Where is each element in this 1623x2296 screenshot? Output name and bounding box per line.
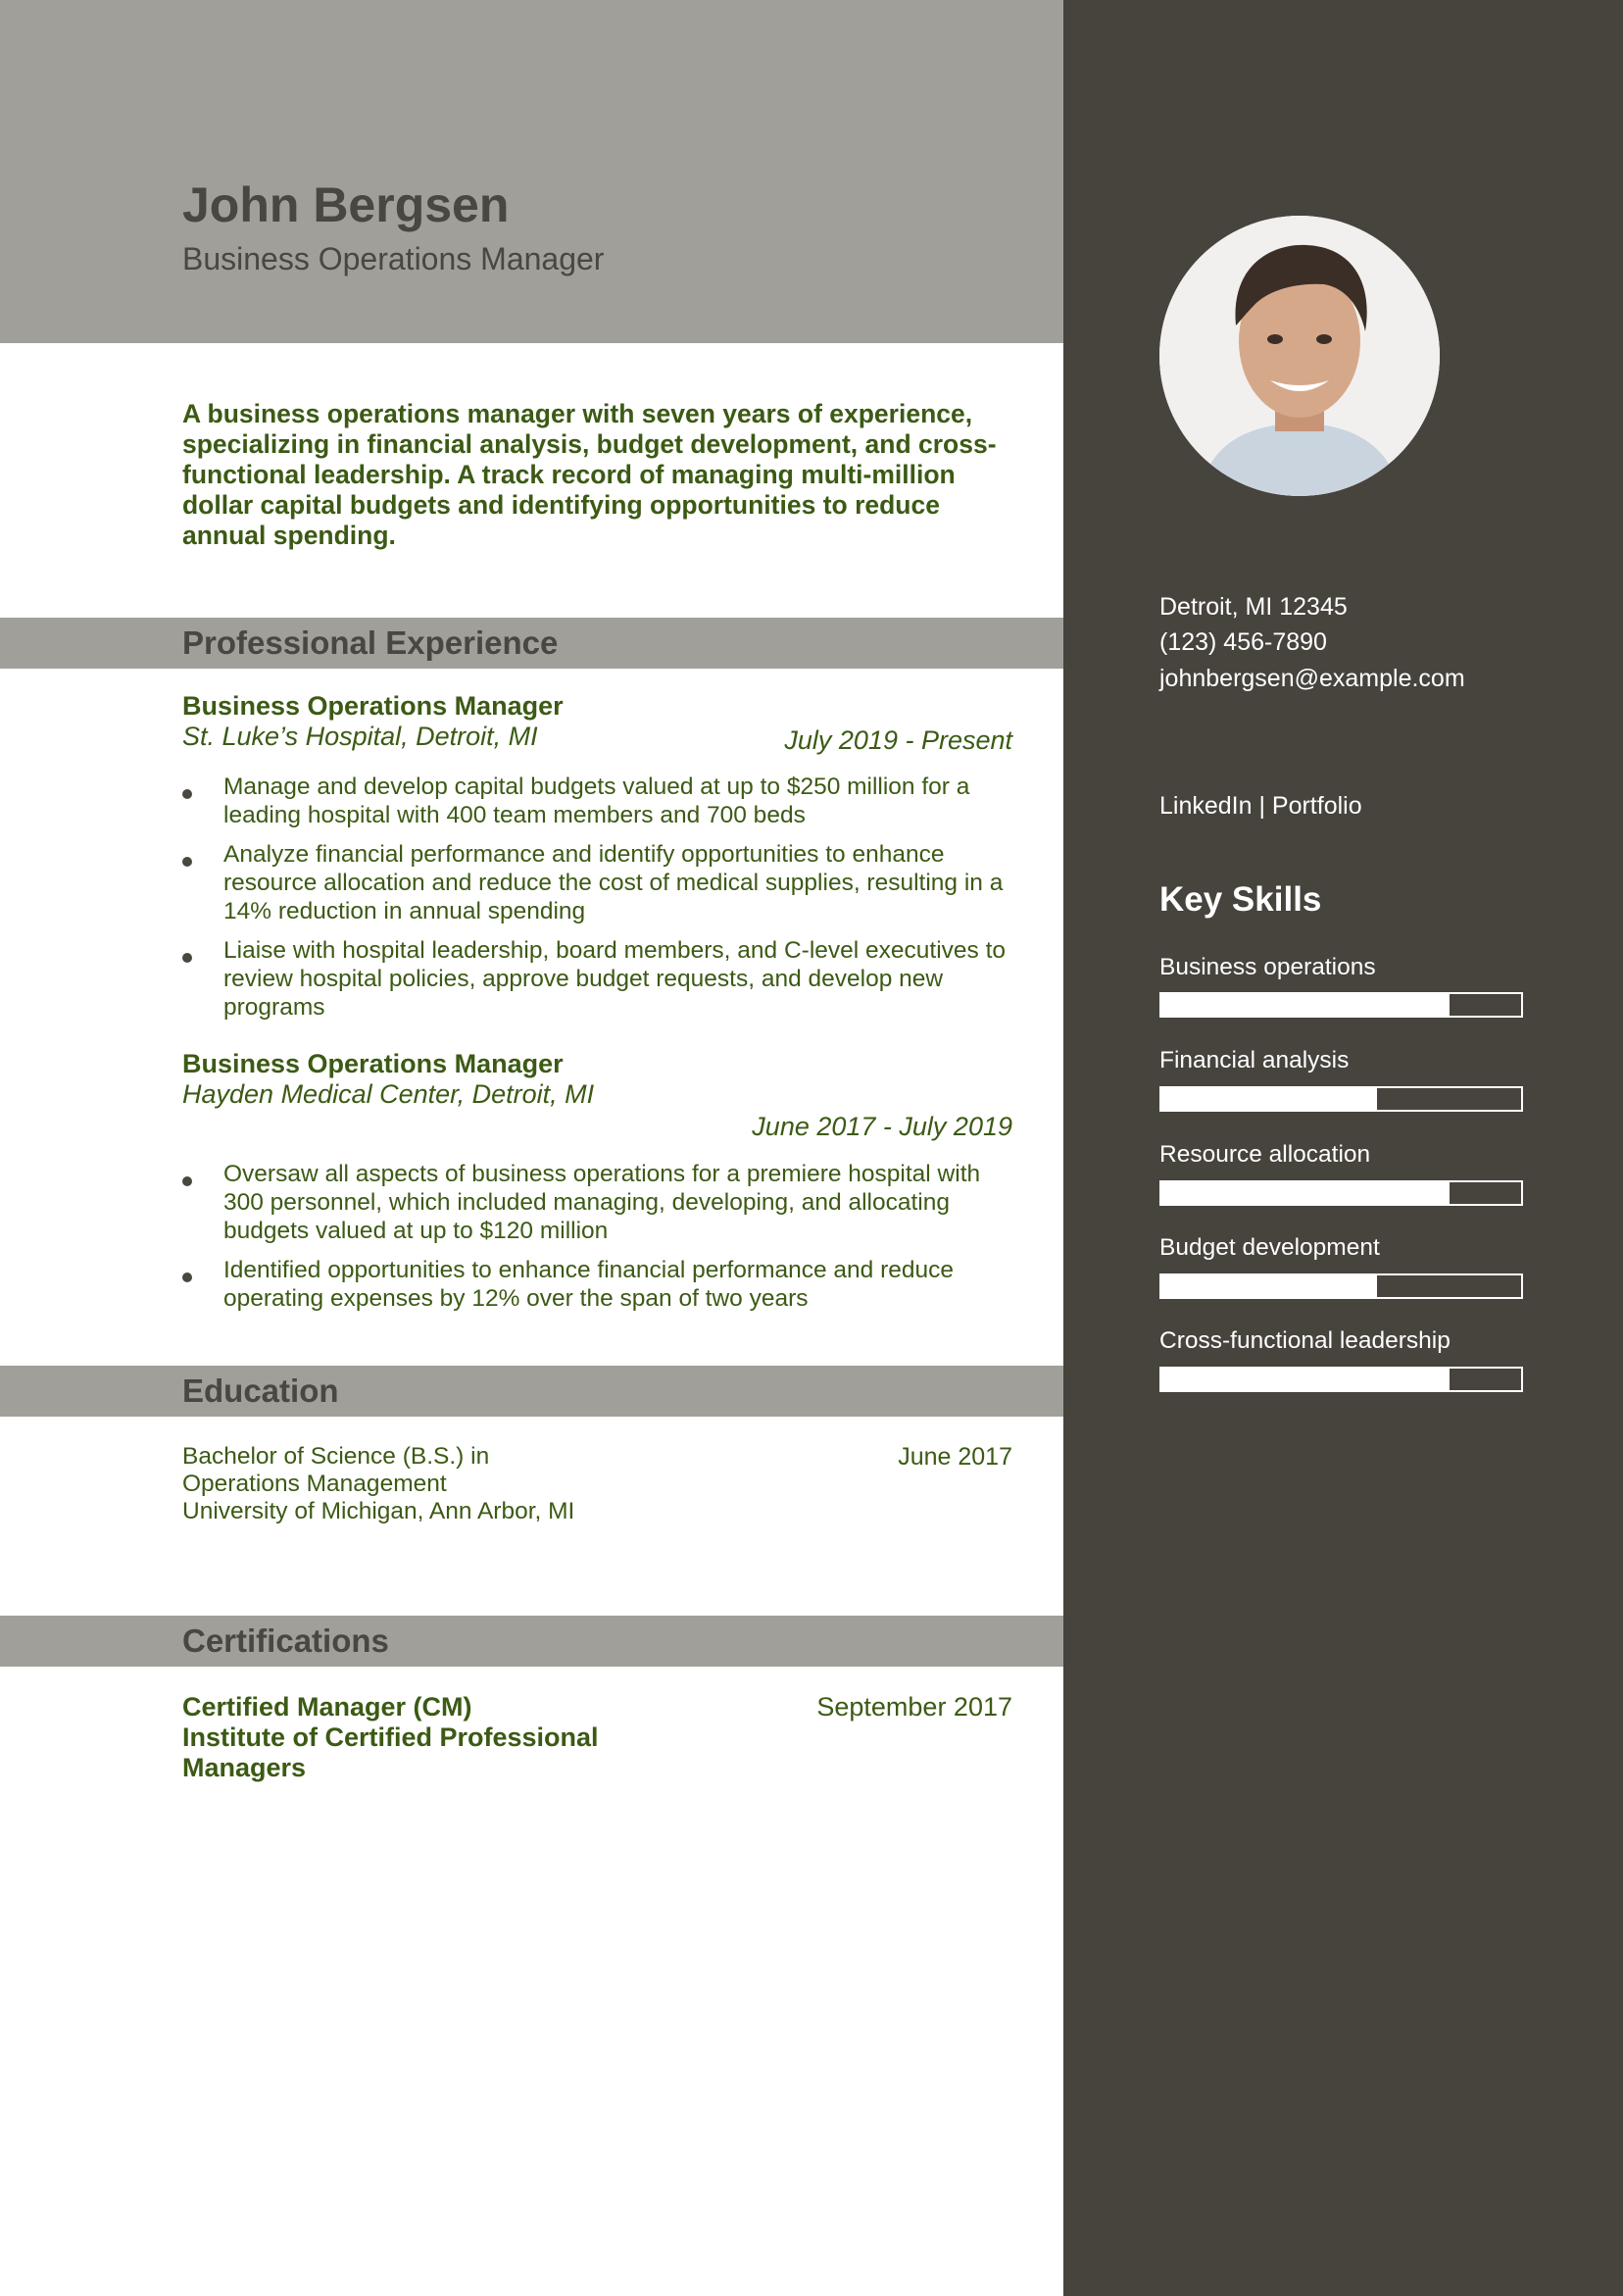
list-item	[182, 936, 1025, 1022]
job-date: July 2019 - Present	[784, 725, 1012, 755]
bullet-dot-icon	[182, 953, 192, 963]
skill-bar	[1159, 992, 1523, 1018]
avatar	[1159, 216, 1440, 496]
candidate-name: John Bergsen	[182, 177, 510, 232]
section-experience	[0, 618, 1063, 669]
education-date: June 2017	[898, 1443, 1012, 1471]
list-item	[182, 1160, 1025, 1245]
education-details	[182, 1443, 594, 1525]
certification-issuer: Institute of Certified Professional Managers	[182, 1722, 599, 1782]
section-education	[0, 1366, 1063, 1417]
skill-fill	[1161, 1275, 1377, 1297]
avatar-photo-icon	[1159, 216, 1440, 496]
job-org: St. Luke’s Hospital, Detroit, MI	[182, 722, 538, 751]
skill-fill	[1161, 1369, 1450, 1390]
contact-phone: (123) 456-7890	[1159, 628, 1327, 656]
list-item	[182, 773, 1025, 829]
job-bullets	[182, 1160, 1025, 1323]
education-school: University of Michigan, Ann Arbor, MI	[182, 1498, 575, 1524]
candidate-role: Business Operations Manager	[182, 241, 605, 276]
skill-label: Cross-functional leadership	[1159, 1327, 1451, 1354]
job-title: Business Operations Manager	[182, 691, 564, 721]
bullet-dot-icon	[182, 1176, 192, 1186]
certification-details	[182, 1692, 643, 1783]
skill-bar	[1159, 1180, 1523, 1206]
skill-fill	[1161, 1182, 1450, 1204]
bullet-dot-icon	[182, 789, 192, 799]
certification-date: September 2017	[816, 1692, 1012, 1722]
skill-bar	[1159, 1273, 1523, 1299]
skill-label: Resource allocation	[1159, 1141, 1371, 1168]
skill-label: Financial analysis	[1159, 1047, 1350, 1073]
skill-fill	[1161, 1088, 1377, 1110]
job-bullets	[182, 773, 1025, 1032]
bullet-text: Oversaw all aspects of business operations for a premiere hospital with 300 personnel, which included managing, developing, and allocating budgets valued at up to $120 million	[223, 1161, 981, 1244]
bullet-dot-icon	[182, 1273, 192, 1282]
job-org: Hayden Medical Center, Detroit, MI	[182, 1079, 595, 1109]
sidebar	[1063, 0, 1623, 2296]
job-title: Business Operations Manager	[182, 1049, 564, 1078]
section-title-certifications: Certifications	[182, 1622, 389, 1659]
section-title-education: Education	[182, 1373, 339, 1409]
skill-fill	[1161, 994, 1450, 1016]
bullet-text: Manage and develop capital budgets valued at up to $250 million for a leading hospital with 400 team members and 700 beds	[223, 774, 970, 828]
education-degree: Bachelor of Science (B.S.) in Operations Management	[182, 1443, 490, 1497]
skill-bar	[1159, 1367, 1523, 1392]
bullet-text: Analyze financial performance and identify opportunities to enhance resource allocation and reduce the cost of medical supplies, resulting in a 14% reduction in annual spending	[223, 841, 1004, 924]
header-band	[0, 0, 1063, 343]
job-date: June 2017 - July 2019	[752, 1112, 1012, 1141]
list-item	[182, 840, 1025, 925]
contact-address: Detroit, MI 12345	[1159, 593, 1348, 621]
section-certifications	[0, 1616, 1063, 1667]
bullet-text: Identified opportunities to enhance financial performance and reduce operating expenses by 12% over the span of two years	[223, 1257, 955, 1312]
section-title-experience: Professional Experience	[182, 624, 559, 661]
skill-label: Business operations	[1159, 954, 1376, 980]
bullet-dot-icon	[182, 857, 192, 867]
skill-bar	[1159, 1086, 1523, 1112]
certification-name: Certified Manager (CM)	[182, 1692, 472, 1722]
bullet-text: Liaise with hospital leadership, board members, and C-level executives to review hospital policies, approve budget requests, and develop new programs	[223, 937, 1007, 1021]
skill-label: Budget development	[1159, 1234, 1380, 1261]
skills-heading: Key Skills	[1159, 880, 1322, 919]
list-item	[182, 1256, 1025, 1313]
summary-text: A business operations manager with seven years of experience, specializing in financial analysis, budget development, and cross-functional leadership. A track record of managing multi-million dollar capital budgets and identifying opportunities to reduce annual spending.	[182, 399, 997, 550]
contact-email[interactable]: johnbergsen@example.com	[1159, 665, 1465, 692]
profile-links[interactable]: LinkedIn | Portfolio	[1159, 792, 1362, 820]
